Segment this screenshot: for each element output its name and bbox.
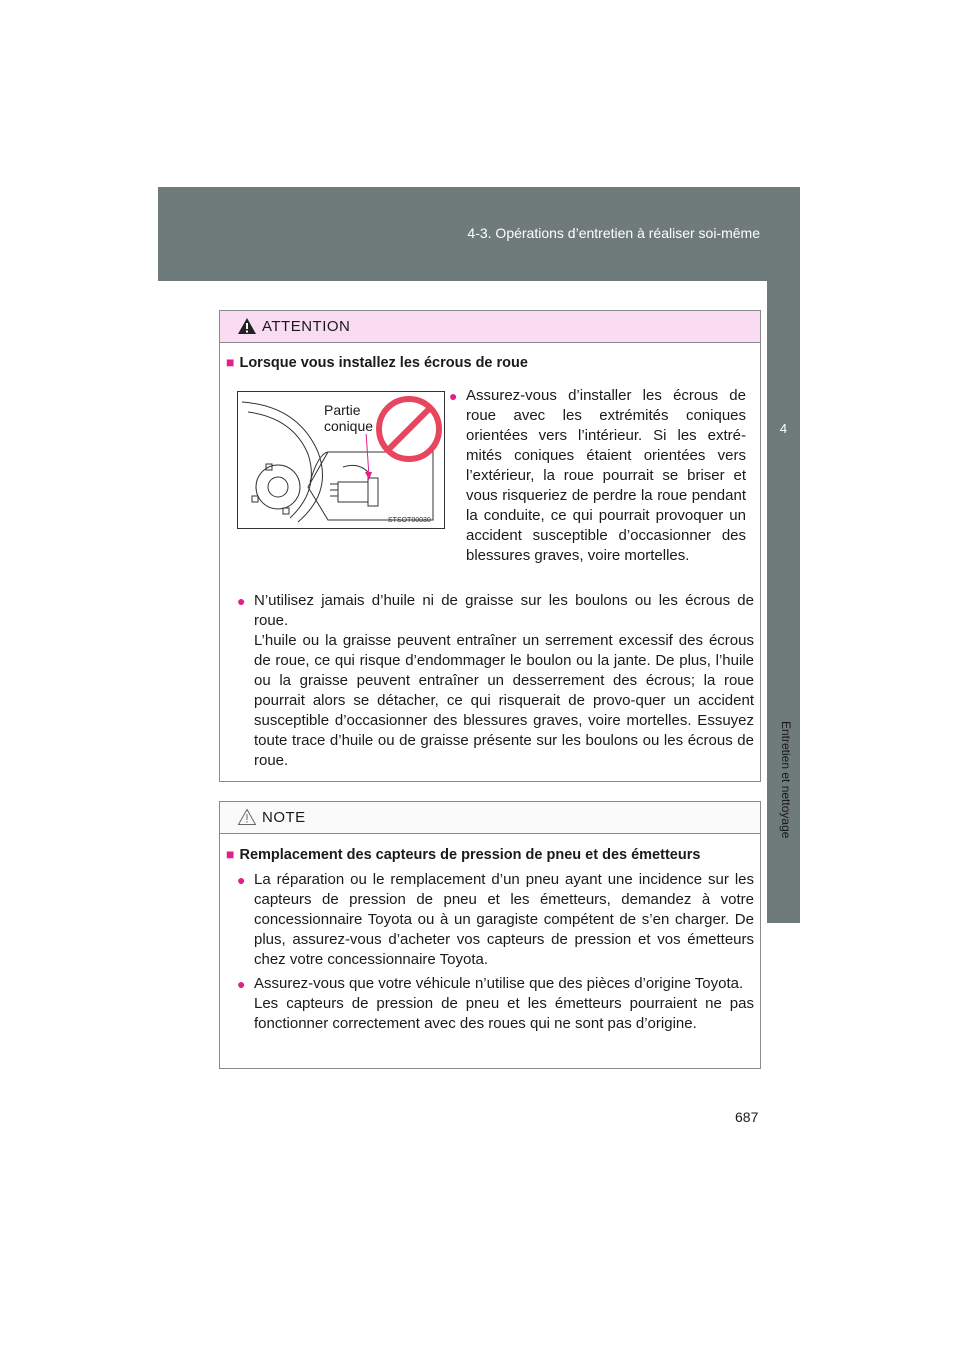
note-bullet-2 bbox=[237, 974, 754, 1034]
attention-bullet-1 bbox=[449, 386, 746, 566]
header-band bbox=[158, 187, 800, 281]
chapter-tab bbox=[767, 281, 800, 923]
square-marker-icon: ■ bbox=[226, 846, 235, 862]
note-bullet-1-text: La réparation ou le remplacement d’un pneu ayant une incidence sur les capteurs de pression de pneu et les émetteurs, demandez à votre concessionnaire Toyota ou à un garagiste compétent de s’en charger. De plus, assurez-vous d’acheter vos capteurs de pression et vos émetteurs chez votre concessionnaire Toyota. bbox=[254, 871, 754, 968]
attention-bullet-2-line2: L’huile ou la graisse peuvent entraîner un serrement excessif des écrous de roue, ce qui risque d’endommager le boulon ou la jante. De plus, l’huile ou la graisse peuvent entraîner un desserrement des écrous; la roue pourrait alors se détacher, ce qui risquerait de provo-quer un accident susceptible d’occasionner des blessures graves, voire mortelles. Essuyez toute trace d’huile ou de graisse présente sur les boulons ou les écrous de roue. bbox=[254, 632, 754, 769]
conical-label-line1: Partie bbox=[324, 402, 361, 418]
note-bullet-1 bbox=[237, 870, 754, 970]
circle-bullet-icon: ● bbox=[237, 872, 246, 888]
wheel-nut-illustration bbox=[237, 391, 445, 529]
circle-bullet-icon: ● bbox=[237, 976, 246, 992]
square-marker-icon: ■ bbox=[226, 354, 235, 370]
conical-part-label bbox=[324, 402, 373, 434]
note-bullet-2-line1: Assurez-vous que votre véhicule n’utilise que des pièces d’origine Toyota. bbox=[254, 975, 744, 992]
page-number: 687 bbox=[735, 1109, 759, 1125]
illustration-code: STSOT00030 bbox=[388, 517, 431, 524]
attention-box bbox=[219, 310, 761, 782]
note-section-heading bbox=[226, 846, 700, 863]
warning-triangle-outline-icon bbox=[237, 808, 257, 826]
section-title: 4-3. Opérations d’entretien à réaliser soi-même bbox=[467, 225, 760, 241]
attention-section-heading bbox=[226, 354, 528, 371]
attention-header bbox=[220, 311, 760, 343]
note-bullet-2-line2: Les capteurs de pression de pneu et les émetteurs pourraient ne pas fonctionner correctement avec des roues qui ne sont pas d’origine. bbox=[254, 995, 754, 1032]
conical-label-line2: conique bbox=[324, 418, 374, 434]
attention-bullet-1-text: Assurez-vous d’installer les écrous de roue avec les extrémités coniques orientées vers l’intérieur. Si les extré-mités coniques étaient orientées vers l’extérieur, la roue pourrait se briser et vous risqueriez de perdre la roue pendant la conduite, ce qui pourrait provoquer un accident susceptible d’occasionner des blessures graves, voire mortelles. bbox=[466, 387, 746, 564]
circle-bullet-icon: ● bbox=[237, 593, 246, 609]
note-box bbox=[219, 801, 761, 1069]
circle-bullet-icon: ● bbox=[449, 388, 458, 404]
attention-title: ATTENTION bbox=[262, 318, 351, 335]
chapter-label: Entretien et nettoyage bbox=[779, 721, 793, 839]
attention-heading-text: Lorsque vous installez les écrous de roue bbox=[239, 355, 528, 371]
note-title: NOTE bbox=[262, 809, 306, 826]
chapter-number: 4 bbox=[779, 421, 788, 436]
attention-bullet-2-line1: N’utilisez jamais d’huile ni de graisse sur les boulons ou les écrous de roue. bbox=[254, 592, 754, 629]
note-header bbox=[220, 802, 760, 834]
attention-bullet-2 bbox=[237, 591, 754, 771]
warning-triangle-filled-icon bbox=[237, 317, 257, 335]
note-heading-text: Remplacement des capteurs de pression de pneu et des émetteurs bbox=[239, 847, 701, 863]
